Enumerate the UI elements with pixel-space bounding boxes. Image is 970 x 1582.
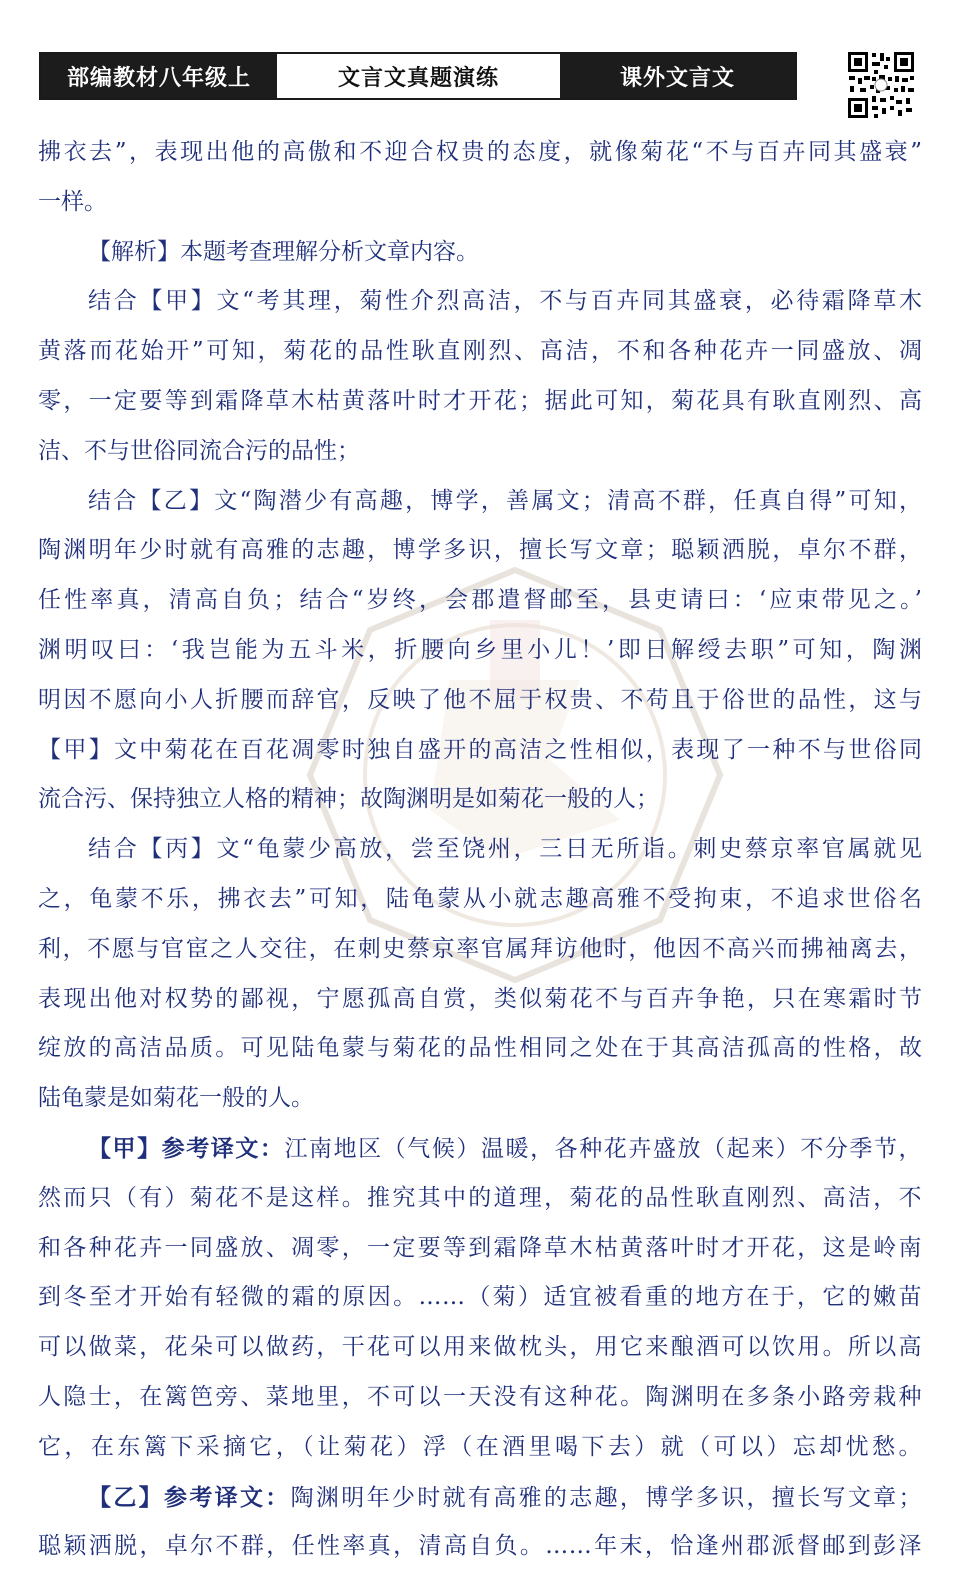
text-line: 【甲】文中菊花在百花凋零时独自盛开的高洁之性相似，表现了一种不与世俗同 [38, 736, 922, 763]
translation-b-label: 【乙】参考译文： [88, 1483, 291, 1511]
text-line: 结合【丙】文“龟蒙少高放，尝至饶州，三日无所诣。刺史蔡京率官属就见 [88, 836, 922, 863]
text-line: 到冬至才开始有轻微的霜的原因。……（菊）适宜被看重的地方在于，它的嫩苗 [38, 1284, 922, 1311]
text-line: 利，不愿与官宦之人交往，在刺史蔡京率官属拜访他时，他因不高兴而拂袖离去， [38, 935, 922, 962]
text-line: 人隐士，在篱笆旁、菜地里，不可以一天没有这种花。陶渊明在多条小路旁栽种 [38, 1383, 922, 1410]
text-line: 结合【乙】文“陶潜少有高趣，博学，善属文；清高不群，任真自得”可知， [88, 487, 922, 514]
header-banner [39, 52, 797, 100]
translation-a-label: 【甲】参考译文： [88, 1134, 285, 1162]
text-line: 拂衣去”，表现出他的高傲和不迎合权贵的态度，就像菊花“不与百卉同其盛衰” [38, 139, 922, 165]
text-span: 陶渊明年少时就有高雅的志趣，博学多识，擅长写文章； [290, 1484, 922, 1511]
text-line: 流合污、保持独立人格的精神；故陶渊明是如菊花一般的人； [38, 786, 659, 813]
text-line: 然而只（有）菊花不是这样。推究其中的道理，菊花的品性耿直刚烈、高洁，不 [38, 1184, 922, 1211]
text-line: 渊明叹曰：‘我岂能为五斗米，折腰向乡里小儿！’即日解绶去职”可知，陶渊 [38, 636, 922, 663]
text-line: 洁、不与世俗同流合污的品性； [38, 437, 360, 464]
header-category-label: 课外文言文 [560, 54, 795, 98]
text-line: 聪颖洒脱，卓尔不群，任性率真，清高自负。……年末，恰逢州郡派督邮到彭泽 [38, 1533, 922, 1560]
document-body [38, 128, 922, 1572]
text-line: 零，一定要等到霜降草木枯黄落叶时才开花；据此可知，菊花具有耿直刚烈、高 [38, 387, 922, 414]
translation-a-line [38, 1124, 922, 1174]
text-line: 陶渊明年少时就有高雅的志趣，博学多识，擅长写文章；聪颖洒脱，卓尔不群， [38, 537, 922, 564]
header-title: 文言文真题演练 [277, 54, 560, 98]
text-line: 陆龟蒙是如菊花一般的人。 [38, 1085, 314, 1112]
text-line: 可以做菜，花朵可以做药，干花可以用来做枕头，用它来酿酒可以饮用。所以高 [38, 1334, 922, 1361]
translation-b-line [38, 1473, 922, 1523]
text-line: 任性率真，清高自负；结合“岁终，会郡遣督邮至，县吏请曰：‘应束带见之。’ [38, 587, 922, 614]
text-span: 江南地区（气候）温暖，各种花卉盛放（起来）不分季节， [284, 1135, 922, 1162]
analysis-heading-line [38, 228, 922, 278]
qr-code-icon[interactable] [846, 50, 916, 120]
text-line: 绽放的高洁品质。可见陆龟蒙与菊花的品性相同之处在于其高洁孤高的性格，故 [38, 1035, 922, 1062]
text-line: 黄落而花始开”可知，菊花的品性耿直刚烈、高洁，不和各种花卉一同盛放、凋 [38, 338, 922, 365]
text-line: 结合【甲】文“考其理，菊性介烈高洁，不与百卉同其盛衰，必待霜降草木 [88, 288, 922, 315]
header-grade-label: 部编教材八年级上 [41, 54, 277, 98]
text-line: 它，在东篱下采摘它，（让菊花）浮（在酒里喝下去）就（可以）忘却忧愁。 [38, 1433, 922, 1460]
analysis-label: 【解析】 [88, 238, 180, 265]
text-line: 明因不愿向小人折腰而辞官，反映了他不屈于权贵、不苟且于俗世的品性，这与 [38, 686, 922, 713]
text-line: 表现出他对权势的鄙视，宁愿孤高自赏，类似菊花不与百卉争艳，只在寒霜时节 [38, 985, 922, 1012]
text-line: 之，龟蒙不乐，拂衣去”可知，陆龟蒙从小就志趣高雅不受拘束，不追求世俗名 [38, 885, 922, 912]
text-line: 和各种花卉一同盛放、凋零，一定要等到霜降草木枯黄落叶时才开花，这是岭南 [38, 1234, 922, 1261]
text-line: 一样。 [38, 188, 107, 215]
text-span: 本题考查理解分析文章内容。 [180, 238, 479, 265]
